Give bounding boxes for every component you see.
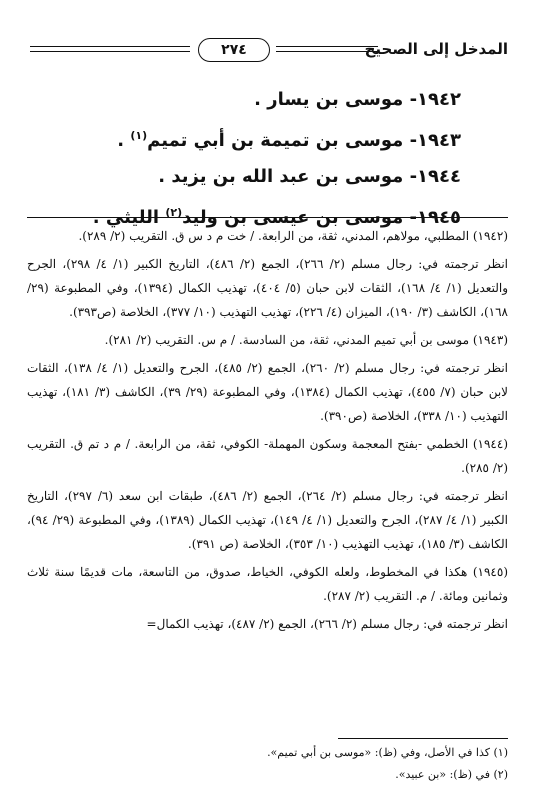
narrator-entries [61, 82, 461, 236]
note-paragraph: (١٩٤٥) هكذا في المخطوط، ولعله الكوفي، الخياط، صدوق، من التاسعة، مات قديمًا سنة ثلاث وثمانين ومائة. / م. التقريب (٢/ ٢٨٧). [27, 565, 508, 603]
entry-text-tail: . [117, 130, 131, 151]
page-number: ٢٧٤ [198, 38, 270, 62]
footnote: (١) كذا في الأصل، وفي (ظ): «موسى بن أبي تميم». [267, 746, 508, 759]
entry-text: ١٩٤٤- موسى بن عبد الله بن يزيد . [158, 166, 461, 187]
note-paragraph: انظر ترجمته في: رجال مسلم (٢/ ٢٦٠)، الجمع (٢/ ٤٨٥)، الجرح والتعديل (١/ ٤/ ١٣٨)، الثقات لابن حبان (٧/ ٤٥٥)، تهذيب الكمال (١٣٨٤)، وفي المطبوعة (٢٩/ ٣٩)، الكاشف (٣/ ١٨١)، تهذيب التهذيب (١٠/ ٣٣٨)، الخلاصة (ص٣٩٠). [27, 361, 509, 423]
entry-text: ١٩٤٢- موسى بن يسار . [254, 89, 461, 110]
note-paragraph: انظر ترجمته في: رجال مسلم (٢/ ٢٦٦)، الجمع (٢/ ٤٨٧)، تهذيب الكمال= [146, 617, 508, 631]
entry-text: ١٩٤٥- موسى بن عيسى بن وليد [182, 207, 461, 228]
note-paragraph: انظر ترجمته في: رجال مسلم (٢/ ٢٦٦)، الجمع (٢/ ٤٨٦)، التاريخ الكبير (١/ ٤/ ٢٩٨)، الجرح والتعديل (١/ ٤/ ١٦٨)، الثقات لابن حبان (٥/ ٤٠٤)، تهذيب الكمال (١٣٩٤)، وفي المطبوعة (٢٩/ ١٦٨)، الكاشف (٣/ ١٩٠)، الميزان (٤/ ٢٢٦)، تهذيب التهذيب (١٠/ ٣٧٧)، الخلاصة (ص٣٩٣). [27, 257, 508, 319]
notes-divider [27, 217, 508, 218]
footnote: (٢) في (ظ): «بن عبيد». [395, 768, 508, 781]
header-rule [276, 46, 378, 47]
page-header [30, 38, 508, 68]
running-head-title: المدخل إلى الصحيح [364, 40, 508, 58]
note-paragraph: (١٩٤٣) موسى بن أبي تميم المدني، ثقة، من السادسة. / م س. التقريب (٢/ ٢٨١). [104, 333, 508, 347]
commentary-notes [27, 224, 508, 640]
header-rule [30, 51, 190, 52]
note-paragraph: انظر ترجمته في: رجال مسلم (٢/ ٢٦٤)، الجمع (٢/ ٤٨٦)، طبقات ابن سعد (٦/ ٢٩٧)، التاريخ الكبير (١/ ٤/ ٢٨٧)، الجرح والتعديل (١/ ٤/ ١٤٩)، تهذيب الكمال (١٣٨٩)، وفي المطبوعة (٢٩/ ٩٤)، الكاشف (٣/ ١٨٥)، تهذيب التهذيب (١٠/ ٣٥٣)، الخلاصة (ص ٣٩١). [27, 489, 509, 551]
note-paragraph: (١٩٤٢) المطلبي، مولاهم، المدني، ثقة، من الرابعة. / خت م د س ق. التقريب (٢/ ٢٨٩). [78, 229, 508, 243]
entry-text: ١٩٤٣- موسى بن تميمة بن أبي تميم [147, 130, 461, 151]
entry-1942 [61, 82, 461, 118]
footnotes [27, 742, 508, 786]
entry-1943 [61, 118, 461, 159]
footnote-ref: (١) [130, 129, 148, 142]
header-rule [276, 51, 378, 52]
header-rule [30, 46, 190, 47]
entry-text-tail: الليثي . [92, 207, 166, 228]
note-paragraph: (١٩٤٤) الخطمي -بفتح المعجمة وسكون المهملة- الكوفي، ثقة، من الرابعة. / م د تم ق. التقريب (٢/ ٢٨٥). [27, 437, 508, 475]
entry-1944 [61, 159, 461, 195]
footnote-divider [338, 738, 508, 739]
footnote-ref: (٢) [165, 206, 183, 219]
